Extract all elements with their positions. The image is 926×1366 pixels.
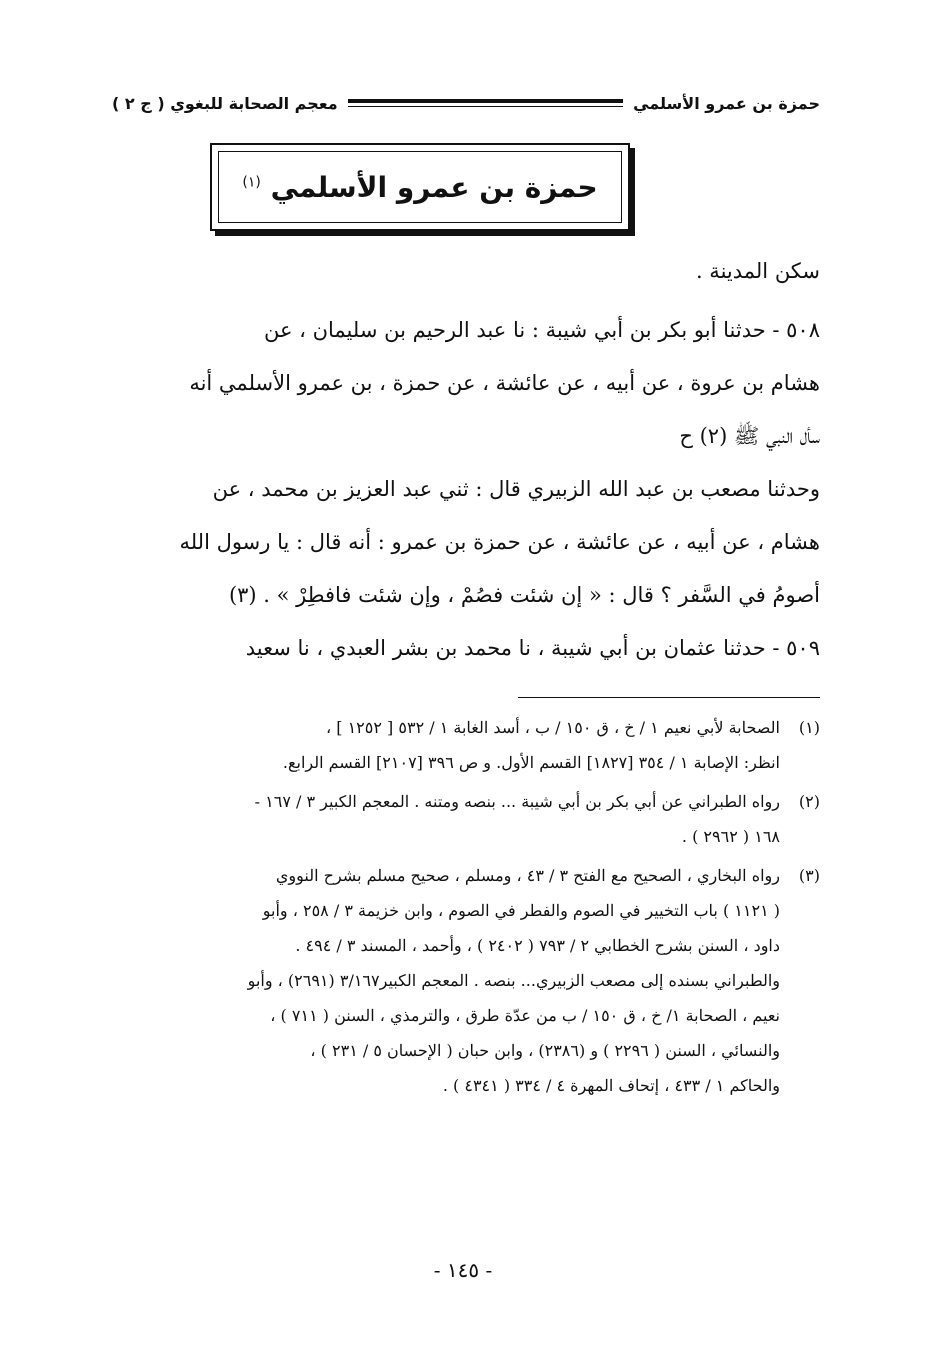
footnote-line: والحاكم ١ / ٤٣٣ ، إتحاف المهرة ٤ / ٣٣٤ ( ٤٣٤١ ) . (442, 1076, 780, 1095)
page-number: - ١٤٥ - (433, 1258, 493, 1282)
entry-title-box (210, 143, 630, 231)
header-book-title: معجم الصحابة للبغوي ( ج ٢ ) (112, 93, 338, 113)
footnote-line: ( ١١٢١ ) باب التخيير في الصوم والفطر في الصوم ، وابن خزيمة ٣ / ٢٥٨ ، وأبو (262, 901, 780, 920)
footnote-line: والطبراني بسنده إلى مصعب الزبيري... بنصه . المعجم الكبير٣/١٦٧ (٢٦٩١) ، وأبو (247, 971, 780, 990)
p508b-line-3: أصومُ في السَّفر ؟ قال : « إن شئت فصُمْ ، وإن شئت فافطِرْ » . (٣) (228, 583, 820, 607)
footnote-line: ١٦٨ ( ٢٩٦٢ ) . (681, 827, 780, 846)
entry-title (242, 171, 597, 204)
footnote-text (110, 710, 780, 780)
footnote-line: نعيم ، الصحابة ١/ خ ، ق ١٥٠ / ب من عدّة طرق ، والترمذي ، السنن ( ٧١١ ) ، (270, 1006, 780, 1025)
running-header (112, 86, 820, 120)
p508-line-2: هشام بن عروة ، عن أبيه ، عن عائشة ، عن حمزة ، بن عمرو الأسلمي أنه (189, 371, 820, 395)
footnote-line: رواه البخاري ، الصحيح مع الفتح ٣ / ٤٣ ، ومسلم ، صحيح مسلم بشرح النووي (275, 866, 780, 885)
footnote-line: داود ، السنن بشرح الخطابي ٢ / ٧٩٣ ( ٢٤٠٢ ) ، وأحمد ، المسند ٣ / ٤٩٤ . (295, 936, 780, 955)
p508-line-1: ٥٠٨ - حدثنا أبو بكر بن أبي شيبة : نا عبد الرحيم بن سليمان ، عن (263, 318, 820, 342)
footnotes (110, 710, 820, 1107)
header-chapter-title: حمزة بن عمرو الأسلمي (633, 93, 820, 113)
footnote-line: رواه الطبراني عن أبي بكر بن أبي شيبة ... بنصه ومتنه . المعجم الكبير ٣ / ١٦٧ - (254, 792, 780, 811)
footnote-separator (518, 697, 820, 698)
footnote-line: والنسائي ، السنن ( ٢٢٩٦ ) و (٢٣٨٦) ، وابن حبان ( الإحسان ٥ / ٢٣١ ) ، (310, 1041, 780, 1060)
paragraph-509 (110, 622, 820, 675)
footnote-2 (110, 784, 820, 854)
footnote-line: انظر: الإصابة ١ / ٣٥٤ [١٨٢٧] القسم الأول. و ص ٣٩٦ [٢١٠٧] القسم الرابع. (282, 753, 780, 772)
p508-line-3: سأل النبي ﷺ (٢) ح (679, 424, 820, 448)
footnote-number: (٣) (798, 866, 820, 885)
intro-line: سكن المدينة . (695, 259, 820, 283)
paragraph-508 (110, 304, 820, 463)
p509-line-1: ٥٠٩ - حدثنا عثمان بن أبي شيبة ، نا محمد بن بشر العبدي ، نا سعيد (245, 636, 820, 660)
paragraph-508-alt-chain (110, 463, 820, 622)
footnote-text (110, 784, 780, 854)
footnote-line: الصحابة لأبي نعيم ١ / خ ، ق ١٥٠ / ب ، أسد الغابة ١ / ٥٣٢ [ ١٢٥٢ ] ، (326, 718, 780, 737)
title-footnote-ref: (١) (242, 174, 261, 191)
footnote-1 (110, 710, 820, 780)
footnote-number: (٢) (798, 792, 820, 811)
main-text (110, 245, 820, 675)
entry-title-text: حمزة بن عمرو الأسلمي (270, 170, 598, 204)
footnote-text (110, 858, 780, 1103)
header-rule (348, 99, 623, 107)
p508b-line-1: وحدثنا مصعب بن عبد الله الزبيري قال : ثني عبد العزيز بن محمد ، عن (212, 477, 820, 501)
footnote-3 (110, 858, 820, 1103)
footnote-number: (١) (798, 718, 820, 737)
p508b-line-2: هشام ، عن أبيه ، عن عائشة ، عن حمزة بن عمرو : أنه قال : يا رسول الله (179, 530, 820, 554)
